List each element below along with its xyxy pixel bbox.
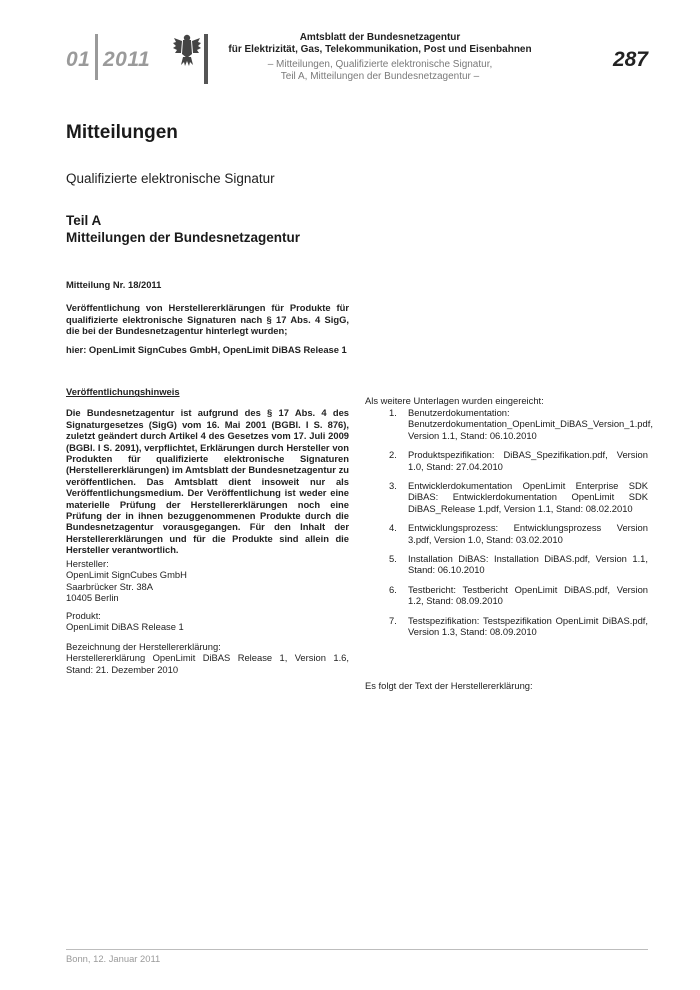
list-item — [389, 480, 648, 514]
manufacturer-street: Saarbrücker Str. 38A — [66, 580, 154, 592]
emblem-divider — [204, 34, 208, 84]
page-title: Mitteilungen — [66, 122, 178, 143]
product-block — [66, 610, 349, 633]
declaration-block — [66, 641, 349, 675]
manufacturer-name: OpenLimit SignCubes GmbH — [66, 569, 187, 581]
manufacturer-label: Hersteller: — [66, 558, 109, 569]
footer-divider — [66, 949, 648, 950]
issue-divider — [95, 34, 98, 80]
attachments-closing: Es folgt der Text der Herstellererklärung: — [365, 680, 533, 692]
publication-title — [220, 32, 540, 56]
list-item-number: 6. — [389, 583, 397, 595]
publication-title-line2: für Elektrizität, Gas, Telekommunikation, Post und Eisenbahnen — [228, 44, 532, 55]
attachments-intro: Als weitere Unterlagen wurden eingereicht: — [365, 395, 544, 407]
manufacturer-city: 10405 Berlin — [66, 592, 119, 604]
list-item — [389, 553, 648, 576]
list-item — [389, 407, 653, 441]
list-item-text: Entwicklerdokumentation OpenLimit Enterprise SDK DiBAS: Entwicklerdokumentation OpenLimit SDK DiBAS_Release 1.pdf, Version 1.1, Stand: 08.02.2010 — [408, 480, 648, 514]
page-subtitle: Qualifizierte elektronische Signatur — [66, 171, 275, 186]
manufacturer-block — [66, 558, 349, 604]
notice-heading: Veröffentlichung von Herstellererklärungen für Produkte für qualifizierte elektronische Signaturen nach § 17 Abs. 4 SigG, die bei der Bundesnetzagentur hinterlegt wurden; — [66, 302, 349, 337]
attachments-list — [389, 407, 653, 646]
product-label: Produkt: — [66, 610, 101, 621]
publication-note-body: Die Bundesnetzagentur ist aufgrund des § 17 Abs. 4 des Signaturgesetzes (SigG) vom 16. Mai 2001 (BGBl. I S. 876), zuletzt geändert durch Artikel 4 des Gesetzes vom 17. Juli 2009 (BGBl. I S. 2091), verpflichtet, Erklärungen durch Hersteller von Produkten für qualifizierte elektronische Signaturen (Herstellererklärungen) im Amtsblatt der Bundesnetzagentur zu veröffentlichen. Das Amtsblatt dient insoweit nur als Veröffentlichungsmedium. Der Veröffentlichung ist weder eine materielle Prüfung der Herstellererklärungen noch eine Prüfung der in ihnen bezuggenommenen Produkte durch die Bundesnetzagentur vorausgegangen. Für den Inhalt der Herstellererklärungen und für die Produkte sind allein die Hersteller verantwortlich. — [66, 407, 349, 556]
list-item — [389, 584, 648, 607]
section-info — [220, 59, 540, 83]
list-item-number: 5. — [389, 553, 397, 565]
list-item-number: 1. — [389, 407, 397, 418]
federal-eagle-icon — [172, 32, 202, 68]
declaration-label: Bezeichnung der Herstellererklärung: — [66, 641, 221, 652]
list-item-number: 7. — [389, 614, 397, 626]
page-number: 287 — [612, 48, 648, 71]
notice-regarding: hier: OpenLimit SignCubes GmbH, OpenLimit DiBAS Release 1 — [66, 344, 347, 356]
list-item — [389, 522, 648, 545]
declaration-value: Herstellererklärung OpenLimit DiBAS Release 1, Version 1.6, Stand: 21. Dezember 2010 — [66, 652, 349, 675]
product-name: OpenLimit DiBAS Release 1 — [66, 621, 184, 633]
part-heading-line1: Teil A — [66, 213, 102, 228]
list-item-text: Testbericht: Testbericht OpenLimit DiBAS.pdf, Version 1.2, Stand: 08.09.2010 — [408, 583, 648, 607]
list-item-text: Benutzerdokumentation: Benutzerdokumentation_OpenLimit_DiBAS_Version_1.pdf, Version 1.1, Stand: 06.10.2010 — [408, 407, 653, 441]
list-item-text: Entwicklungsprozess: Entwicklungsprozess Version 3.pdf, Version 1.0, Stand: 03.02.2010 — [408, 522, 648, 545]
list-item-text: Installation DiBAS: Installation DiBAS.pdf, Version 1.1, Stand: 06.10.2010 — [408, 553, 648, 576]
list-item — [389, 449, 648, 472]
list-item — [389, 615, 648, 638]
footer-date: Bonn, 12. Januar 2011 — [66, 953, 161, 964]
section-info-line1: – Mitteilungen, Qualifizierte elektronische Signatur, — [267, 59, 493, 70]
list-item-text: Testspezifikation: Testspezifikation OpenLimit DiBAS.pdf, Version 1.3, Stand: 08.09.2010 — [408, 614, 648, 638]
issue-number: 01 — [66, 48, 91, 71]
list-item-number: 3. — [389, 480, 397, 492]
list-item-number: 4. — [389, 522, 397, 534]
section-info-line2: Teil A, Mitteilungen der Bundesnetzagentur – — [280, 71, 480, 82]
publication-note-heading: Veröffentlichungshinweis — [66, 386, 180, 398]
notice-number: Mitteilung Nr. 18/2011 — [66, 279, 162, 291]
part-heading — [66, 212, 300, 246]
part-heading-line2: Mitteilungen der Bundesnetzagentur — [66, 230, 301, 245]
list-item-number: 2. — [389, 449, 397, 461]
list-item-text: Produktspezifikation: DiBAS_Spezifikation.pdf, Version 1.0, Stand: 27.04.2010 — [408, 449, 648, 472]
issue-year: 2011 — [103, 48, 151, 71]
publication-title-line1: Amtsblatt der Bundesnetzagentur — [299, 32, 461, 43]
